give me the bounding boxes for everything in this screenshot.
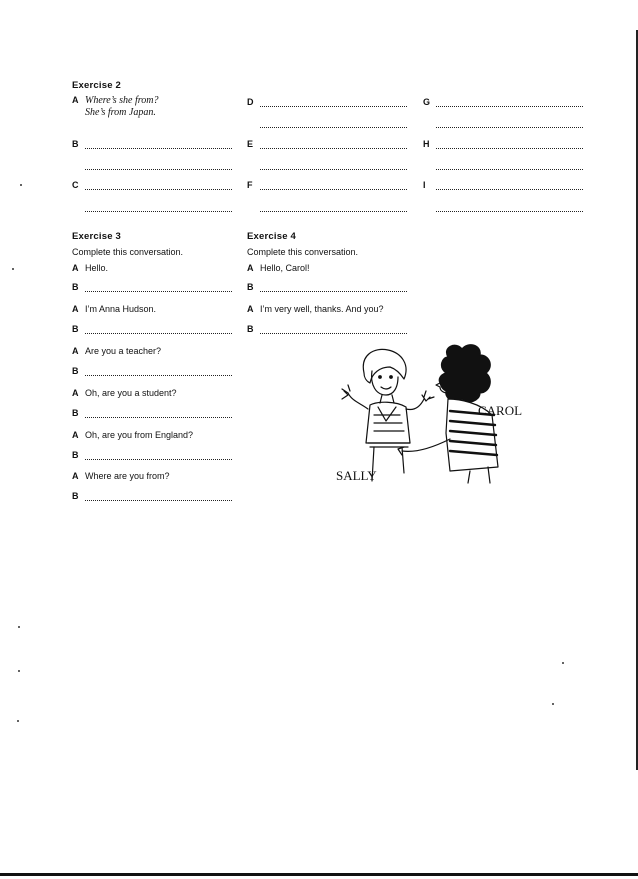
ex3-line-11: A Where are you from?	[72, 471, 170, 481]
ex4-answer-1[interactable]	[260, 283, 407, 292]
ex2-item-d	[247, 97, 407, 107]
ex2-label-g: G	[423, 97, 431, 107]
ex2-i-line2[interactable]	[436, 203, 583, 212]
ex2-e-line1[interactable]	[260, 140, 407, 149]
ex2-item-e	[247, 139, 407, 149]
ex3-line-10: B	[72, 450, 232, 460]
ex4-line-4: B	[247, 324, 407, 334]
ex2-label-h: H	[423, 139, 430, 149]
ex2-h-line1[interactable]	[436, 140, 583, 149]
ex2-label-d: D	[247, 97, 254, 107]
ex3-line-2: B	[72, 282, 232, 292]
ex3-line-12: B	[72, 491, 232, 501]
ex3-line-6: B	[72, 366, 232, 376]
ex2-label-a: A	[72, 95, 79, 105]
ex2-b-line1[interactable]	[85, 140, 232, 149]
ex2-label-b: B	[72, 139, 79, 149]
ex3-answer-3[interactable]	[85, 367, 232, 376]
ex2-d-line1[interactable]	[260, 98, 407, 107]
exercise2-title: Exercise 2	[72, 80, 122, 91]
ex3-line-9: A Oh, are you from England?	[72, 430, 194, 440]
ex2-e-line2[interactable]	[260, 161, 407, 170]
ex3-line-3: A I’m Anna Hudson.	[72, 304, 157, 314]
ex2-item-h	[423, 139, 583, 149]
exercise3-title: Exercise 3	[72, 231, 122, 242]
ex4-line-1: A Hello, Carol!	[247, 263, 310, 273]
scan-speck	[562, 662, 564, 664]
ex2-item-f	[247, 180, 407, 190]
ex2-c-line1[interactable]	[85, 181, 232, 190]
ex3-line-8: B	[72, 408, 232, 418]
sally-carol-illustration	[330, 343, 530, 485]
ex3-line-7: A Oh, are you a student?	[72, 388, 177, 398]
scan-speck	[12, 268, 14, 270]
scan-speck	[552, 703, 554, 705]
scan-speck	[17, 720, 19, 722]
ex2-f-line2[interactable]	[260, 203, 407, 212]
ex2-g-line1[interactable]	[436, 98, 583, 107]
ex2-item-a	[72, 95, 159, 106]
ex2-label-f: F	[247, 180, 253, 190]
ex3-line-5: A Are you a teacher?	[72, 346, 162, 356]
scan-speck	[18, 670, 20, 672]
carol-label: CAROL	[478, 403, 523, 418]
ex2-label-i: I	[423, 180, 426, 190]
scan-speck	[20, 184, 22, 186]
ex2-i-line1[interactable]	[436, 181, 583, 190]
ex3-answer-4[interactable]	[85, 409, 232, 418]
ex2-d-line2[interactable]	[260, 119, 407, 128]
ex2-item-c	[72, 180, 232, 190]
ex3-answer-5[interactable]	[85, 451, 232, 460]
ex3-line-1: A Hello.	[72, 263, 109, 273]
ex4-line-2: B	[247, 282, 407, 292]
exercise4-instruction: Complete this conversation.	[247, 247, 359, 257]
ex3-line-4: B	[72, 324, 232, 334]
ex3-answer-6[interactable]	[85, 492, 232, 501]
ex2-item-i	[423, 180, 583, 190]
scan-speck	[18, 626, 20, 628]
ex2-label-e: E	[247, 139, 254, 149]
sally-label: SALLY	[336, 468, 377, 483]
ex2-item-g	[423, 97, 583, 107]
ex2-g-line2[interactable]	[436, 119, 583, 128]
ex2-label-c: C	[72, 180, 79, 190]
ex4-answer-2[interactable]	[260, 325, 407, 334]
exercise3-instruction: Complete this conversation.	[72, 247, 184, 257]
ex2-a-question: Where’s she from?	[85, 95, 159, 106]
ex2-item-b	[72, 139, 232, 149]
ex2-h-line2[interactable]	[436, 161, 583, 170]
ex2-f-line1[interactable]	[260, 181, 407, 190]
ex2-b-line2[interactable]	[85, 161, 232, 170]
exercise4-title: Exercise 4	[247, 231, 297, 242]
ex2-a-answer: She’s from Japan.	[85, 107, 156, 118]
ex4-line-3: A I’m very well, thanks. And you?	[247, 304, 384, 314]
page-bottom-edge	[0, 873, 638, 876]
ex3-answer-2[interactable]	[85, 325, 232, 334]
ex3-answer-1[interactable]	[85, 283, 232, 292]
ex2-c-line2[interactable]	[85, 203, 232, 212]
